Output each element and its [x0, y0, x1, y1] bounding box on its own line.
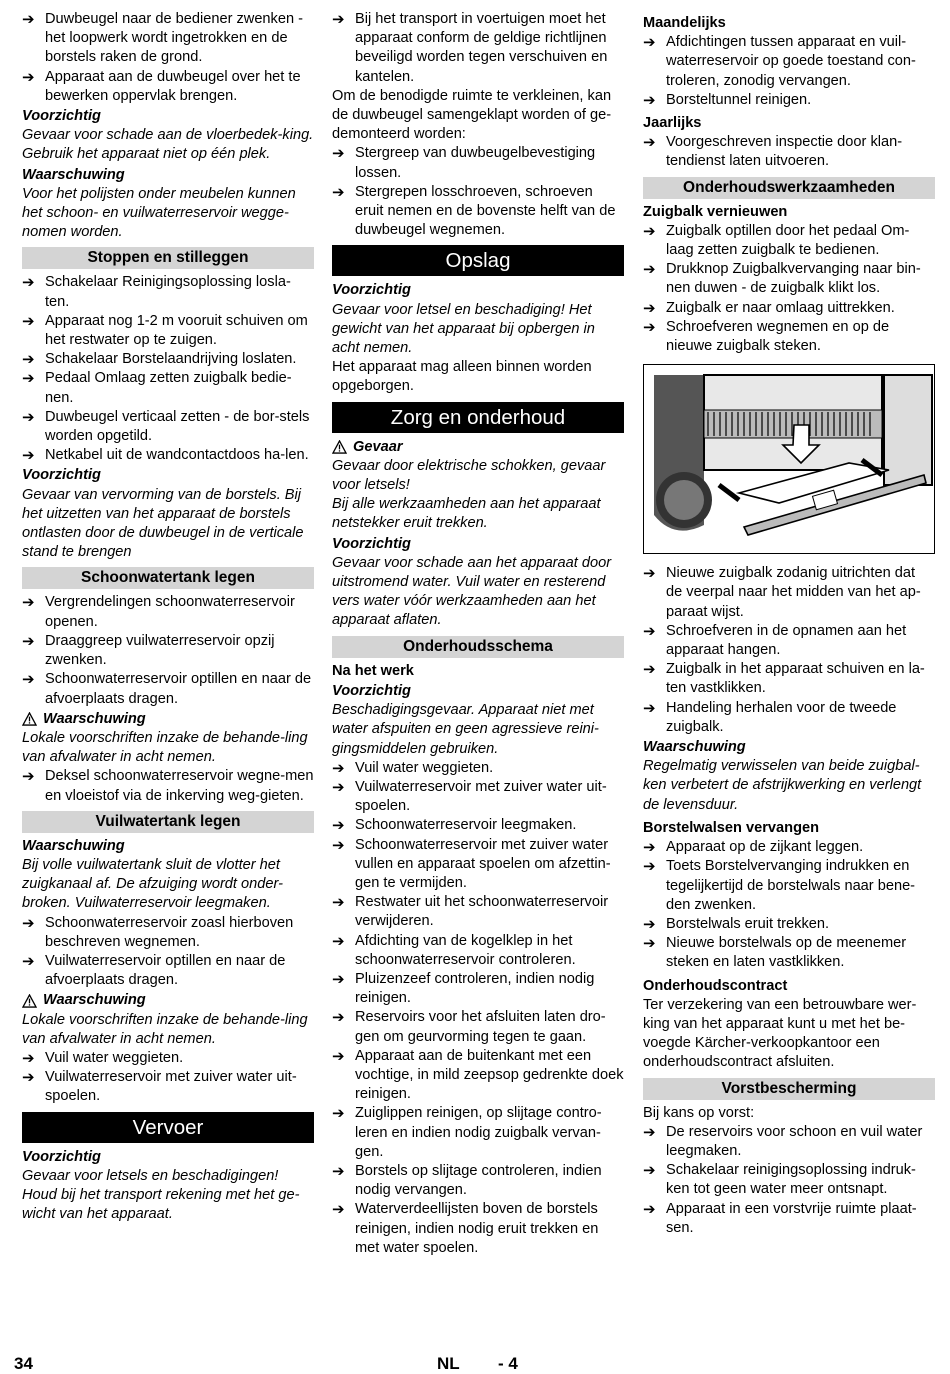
arrow-right-icon: ➔: [22, 671, 35, 689]
arrow-right-icon: ➔: [643, 699, 656, 717]
caution-label: Voorzichtig: [22, 1148, 101, 1165]
list-item-text: Waterverdeellijsten boven de borstels reinigen, indien nodig eruit trekken en met water spoelen.: [355, 1201, 599, 1256]
column-3: [643, 10, 935, 1238]
arrow-right-icon: ➔: [332, 1201, 345, 1219]
arrow-right-icon: ➔: [332, 894, 345, 912]
list-item-text: Pedaal Omlaag zetten zuigbalk bedie-nen.: [45, 370, 292, 406]
list-item-text: Schakelaar Reinigingsoplossing losla-ten.: [45, 274, 291, 310]
page-suffix: - 4: [498, 1354, 518, 1373]
warning-label: [22, 991, 314, 1010]
list-item-text: Schoonwaterreservoir zoasl hierboven beschreven wegnemen.: [45, 914, 294, 950]
arrow-right-icon: ➔: [643, 1200, 656, 1218]
list-item-text: Borsteltunnel reinigen.: [666, 91, 812, 108]
list-item-text: Zuiglippen reinigen, op slijtage contro-leren en indien nodig zuigbalk vervan-gen.: [355, 1105, 602, 1160]
list-item: [22, 1049, 314, 1068]
warning-triangle-icon: [332, 440, 347, 454]
list-item: [643, 33, 935, 91]
warning-label: [332, 438, 624, 457]
subheading: Onderhoudscontract: [643, 977, 788, 994]
italic-note: Gevaar voor letsels en beschadigingen! Houd bij het transport rekening met het ge-wicht van het apparaat.: [22, 1167, 300, 1223]
list-item-text: Toets Borstelvervanging indrukken en tegelijkertijd de borstelwals naar bene-den zwenken.: [666, 858, 916, 913]
arrow-right-icon: ➔: [643, 34, 656, 52]
list-item: [332, 836, 624, 894]
arrow-right-icon: ➔: [22, 408, 35, 426]
italic-note: Bij alle werkzaamheden aan het apparaat netstekker eruit trekken.: [332, 496, 601, 532]
list-item-text: Duwbeugel naar de bediener zwenken - het loopwerk wordt ingetrokken en de borstels raken de grond.: [45, 11, 303, 66]
list-item-text: Netkabel uit de wandcontactdoos ha-len.: [45, 447, 309, 464]
list-item-text: De reservoirs voor schoon en vuil water leegmaken.: [666, 1123, 923, 1159]
section-heading: Vuilwatertank legen: [22, 811, 314, 833]
list-item: [643, 660, 935, 698]
list-item-text: Schroefveren in de opnamen aan het apparaat hangen.: [666, 622, 907, 659]
arrow-right-icon: ➔: [332, 778, 345, 796]
arrow-right-icon: ➔: [332, 183, 345, 201]
column-2: [332, 10, 624, 1258]
arrow-right-icon: ➔: [643, 935, 656, 953]
arrow-right-icon: ➔: [22, 768, 35, 786]
arrow-right-icon: ➔: [22, 914, 35, 932]
arrow-right-icon: ➔: [22, 274, 35, 292]
list-item: [643, 622, 935, 660]
paragraph: Het apparaat mag alleen binnen worden opgeborgen.: [332, 359, 592, 395]
list-item: [332, 759, 624, 778]
list-item-text: Schroefveren wegnemen en op de nieuwe zuigbalk steken.: [666, 318, 890, 355]
list-item: [22, 632, 314, 670]
arrow-right-icon: ➔: [22, 351, 35, 369]
list-item: [643, 299, 935, 318]
list-item-text: Vuil water weggieten.: [355, 759, 494, 776]
list-item-text: Schakelaar Borstelaandrijving loslaten.: [45, 351, 297, 368]
list-item-text: Vuilwaterreservoir optillen en naar de afvoerplaats dragen.: [45, 952, 286, 989]
list-item-text: Draaggreep vuilwaterreservoir opzij zwenken.: [45, 632, 275, 669]
list-item-text: Zuigbalk in het apparaat schuiven en la-ten vastklikken.: [666, 661, 925, 697]
list-item: [22, 10, 314, 68]
list-item-text: Schoonwaterreservoir met zuiver water vullen en apparaat spoelen om afzettin-gen te vermijden.: [355, 836, 611, 891]
list-item: [22, 1068, 314, 1106]
arrow-right-icon: ➔: [643, 261, 656, 279]
arrow-right-icon: ➔: [22, 952, 35, 970]
list-item: [332, 10, 624, 87]
section-heading: Stoppen en stilleggen: [22, 247, 314, 269]
list-item-text: Nieuwe zuigbalk zodanig uitrichten dat de veerpal naar het midden van het ap-paraat wijst.: [666, 565, 921, 620]
arrow-right-icon: ➔: [643, 661, 656, 679]
list-item-text: Apparaat aan de duwbeugel over het te bewerken oppervlak brengen.: [45, 68, 301, 104]
italic-note: Lokale voorschriften inzake de behande-ling van afvalwater in acht nemen.: [22, 1011, 308, 1047]
arrow-right-icon: ➔: [22, 447, 35, 465]
italic-note: Beschadigingsgevaar. Apparaat niet met water afspuiten en geen agressieve reini-gingsmiddelen gebruiken.: [332, 702, 599, 757]
list-item: [643, 222, 935, 260]
list-item-text: Schoonwaterreservoir optillen en naar de afvoerplaats dragen.: [45, 671, 312, 707]
caution-label: Voorzichtig: [332, 535, 411, 552]
arrow-right-icon: ➔: [332, 1105, 345, 1123]
list-item-text: Drukknop Zuigbalkvervanging naar bin-nen duwen - de zuigbalk klikt los.: [666, 261, 921, 297]
chapter-heading: Vervoer: [22, 1112, 314, 1143]
warning-label-text: Gevaar: [353, 438, 403, 455]
italic-note: Gevaar voor schade aan het apparaat door uitstromend water. Vuil water en resterend vers water vóór werkzaamheden aan het apparaat aflaten.: [332, 554, 612, 629]
arrow-right-icon: ➔: [22, 312, 35, 330]
subheading: Na het werk: [332, 662, 414, 679]
arrow-right-icon: ➔: [643, 622, 656, 640]
arrow-right-icon: ➔: [643, 91, 656, 109]
list-item-text: Apparaat in een vorstvrije ruimte plaat-sen.: [666, 1200, 917, 1236]
list-item: [643, 564, 935, 622]
arrow-right-icon: ➔: [332, 11, 345, 28]
subheading: Maandelijks: [643, 15, 726, 31]
italic-note: Gevaar voor letsel en beschadiging! Het gewicht van het apparaat bij opbergen in acht nemen.: [332, 301, 595, 357]
caution-label: Waarschuwing: [22, 837, 125, 854]
list-item: [22, 593, 314, 631]
caution-label: Voorzichtig: [22, 108, 101, 125]
list-item: [22, 273, 314, 311]
arrow-right-icon: ➔: [22, 1049, 35, 1067]
list-item: [643, 699, 935, 737]
list-item: [22, 446, 314, 465]
list-item-text: Deksel schoonwaterreservoir wegne-men en vloeistof via de inkerving weg-gieten.: [45, 768, 314, 804]
list-item-text: Zuigbalk er naar omlaag uittrekken.: [666, 299, 895, 316]
caution-label: Voorzichtig: [332, 682, 411, 699]
arrow-right-icon: ➔: [22, 1069, 35, 1087]
list-item: [22, 408, 314, 446]
arrow-right-icon: ➔: [332, 836, 345, 854]
arrow-right-icon: ➔: [332, 932, 345, 950]
arrow-right-icon: ➔: [22, 370, 35, 388]
section-heading: Onderhoudswerkzaamheden: [643, 177, 935, 199]
list-item-text: Stergrepen losschroeven, schroeven eruit nemen en de bovenste helft van de duwbeugel wegnemen.: [355, 183, 616, 239]
caution-label: Voorzichtig: [22, 467, 101, 484]
list-item-text: Reservoirs voor het afsluiten laten dro-gen om geurvorming tegen te gaan.: [355, 1009, 606, 1045]
list-item: [22, 952, 314, 990]
list-item-text: Stergreep van duwbeugelbevestiging lossen.: [355, 145, 596, 181]
list-item: [332, 893, 624, 931]
list-item: [643, 1123, 935, 1161]
arrow-right-icon: ➔: [643, 299, 656, 317]
paragraph: Om de benodigde ruimte te verkleinen, kan de duwbeugel samengeklapt worden of ge-demonteerd worden:: [332, 87, 612, 143]
list-item-text: Apparaat aan de buitenkant met een vochtige, in mild zeepsop gedrenkte doek reinigen.: [355, 1047, 624, 1103]
warning-label: [22, 710, 314, 729]
list-item-text: Afdichting van de kogelklep in het schoonwaterreservoir controleren.: [355, 932, 576, 968]
list-item: [643, 838, 935, 857]
list-item: [643, 133, 935, 171]
list-item-text: Zuigbalk optillen door het pedaal Om-laag zetten zuigbalk te bedienen.: [666, 222, 910, 259]
arrow-right-icon: ➔: [22, 68, 35, 86]
list-item: [332, 778, 624, 816]
paragraph: Ter verzekering van een betrouwbare wer-king van het apparaat kunt u met het be-voegde Kärcher-verkoopkantoor een onderhoudscontract afsluiten.: [643, 996, 917, 1071]
list-item-text: Restwater uit het schoonwaterreservoir verwijderen.: [355, 894, 609, 930]
list-item: [22, 350, 314, 369]
list-item: [22, 914, 314, 952]
list-item-text: Apparaat nog 1-2 m vooruit schuiven om het restwater op te zuigen.: [45, 312, 308, 349]
list-item: [643, 91, 935, 110]
list-item: [643, 857, 935, 915]
page-number: 34: [14, 1354, 33, 1373]
warning-triangle-icon: [22, 712, 37, 726]
list-item: [22, 767, 314, 805]
caution-label: Waarschuwing: [22, 166, 125, 183]
italic-note: Lokale voorschriften inzake de behande-ling van afvalwater in acht nemen.: [22, 729, 308, 766]
italic-note: Bij volle vuilwatertank sluit de vlotter het zuigkanaal af. De afzuiging wordt onder-broken. Vuilwaterreservoir leegmaken.: [22, 856, 283, 912]
arrow-right-icon: ➔: [643, 1123, 656, 1141]
arrow-right-icon: ➔: [22, 632, 35, 650]
list-item-text: Pluizenzeef controleren, indien nodig reinigen.: [355, 970, 595, 1007]
list-item: [643, 260, 935, 298]
list-item: [332, 1200, 624, 1258]
caution-label: Voorzichtig: [332, 282, 411, 299]
italic-note: Gevaar door elektrische schokken, gevaar voor letsels!: [332, 457, 606, 494]
list-item-text: Handeling herhalen voor de tweede zuigbalk.: [666, 699, 897, 735]
warning-label-text: Waarschuwing: [43, 992, 146, 1009]
list-item-text: Voorgeschreven inspectie door klan-tendienst laten uitvoeren.: [666, 134, 903, 170]
arrow-right-icon: ➔: [22, 594, 35, 612]
list-item: [332, 144, 624, 182]
list-item-text: Borstelwals eruit trekken.: [666, 915, 830, 932]
arrow-right-icon: ➔: [332, 1009, 345, 1027]
italic-note: Gevaar van vervorming van de borstels. Bij het uitzetten van het apparaat de borstels ontlasten door de duwbeugel in de verticale stand te brengen: [22, 486, 304, 561]
list-item: [332, 932, 624, 970]
list-item-text: Schakelaar reinigingsoplossing indruk-ken tot geen water meer ontsnapt.: [666, 1162, 916, 1198]
list-item-text: Vuilwaterreservoir met zuiver water uit-spoelen.: [45, 1069, 297, 1105]
list-item-text: Vergrendelingen schoonwaterreservoir openen.: [45, 594, 295, 630]
list-item-text: Vuil water weggieten.: [45, 1049, 184, 1066]
list-item: [22, 670, 314, 708]
arrow-right-icon: ➔: [643, 222, 656, 240]
arrow-right-icon: ➔: [643, 858, 656, 876]
column-1: [22, 10, 314, 1224]
italic-note: Regelmatig verwisselen van beide zuigbal-ken verbetert de afstrijkwerking en verlengt de levensduur.: [643, 758, 922, 813]
list-item: [332, 1104, 624, 1162]
subheading: Jaarlijks: [643, 115, 702, 132]
list-item: [643, 1200, 935, 1238]
arrow-right-icon: ➔: [332, 759, 345, 777]
list-item: [332, 970, 624, 1008]
italic-note: Gevaar voor schade aan de vloerbedek-king. Gebruik het apparaat niet op één plek.: [22, 127, 314, 163]
list-item: [332, 183, 624, 241]
list-item: [22, 68, 314, 106]
subheading: Zuigbalk vernieuwen: [643, 203, 788, 220]
list-item-text: Duwbeugel verticaal zetten - de bor-stels worden opgetild.: [45, 408, 310, 445]
list-item: [332, 816, 624, 835]
section-heading: Vorstbescherming: [643, 1078, 935, 1100]
section-heading: Onderhoudsschema: [332, 636, 624, 658]
list-item-text: Schoonwaterreservoir leegmaken.: [355, 817, 577, 834]
arrow-right-icon: ➔: [643, 915, 656, 933]
list-item-text: Afdichtingen tussen apparaat en vuil-waterreservoir op goede toestand con-troleren, zonodig vervangen.: [666, 34, 916, 89]
arrow-right-icon: ➔: [332, 145, 345, 163]
list-item-text: Vuilwaterreservoir met zuiver water uit-spoelen.: [355, 778, 607, 815]
arrow-right-icon: ➔: [332, 1162, 345, 1180]
chapter-heading: Opslag: [332, 245, 624, 276]
warning-triangle-icon: [22, 994, 37, 1008]
language-code: NL: [437, 1354, 460, 1373]
list-item-text: Apparaat op de zijkant leggen.: [666, 839, 864, 856]
list-item: [332, 1162, 624, 1200]
list-item: [22, 369, 314, 407]
arrow-right-icon: ➔: [643, 134, 656, 152]
section-heading: Schoonwatertank legen: [22, 567, 314, 589]
arrow-right-icon: ➔: [643, 1162, 656, 1180]
arrow-right-icon: ➔: [332, 970, 345, 988]
list-item: [643, 318, 935, 356]
list-item: [643, 915, 935, 934]
italic-note: Voor het polijsten onder meubelen kunnen het schoon- en vuilwaterreservoir wegge-nomen worden.: [22, 185, 296, 241]
list-item-text: Borstels op slijtage controleren, indien nodig vervangen.: [355, 1162, 602, 1199]
list-item: [643, 934, 935, 972]
arrow-right-icon: ➔: [332, 1047, 345, 1065]
arrow-right-icon: ➔: [643, 318, 656, 336]
list-item: [332, 1008, 624, 1046]
arrow-right-icon: ➔: [22, 11, 35, 28]
list-item: [643, 1161, 935, 1199]
warning-label-text: Waarschuwing: [43, 710, 146, 727]
chapter-heading: Zorg en onderhoud: [332, 402, 624, 433]
list-item-text: Bij het transport in voertuigen moet het apparaat conform de geldige richtlijnen beveiligd worden tegen verschuiven en kantelen.: [355, 11, 608, 85]
arrow-right-icon: ➔: [643, 565, 656, 583]
list-item: [332, 1047, 624, 1105]
squeegee-replacement-illustration: [643, 364, 935, 554]
arrow-right-icon: ➔: [643, 839, 656, 857]
caution-label: Waarschuwing: [643, 739, 746, 756]
subheading: Borstelwalsen vervangen: [643, 819, 820, 836]
paragraph: Bij kans op vorst:: [643, 1104, 755, 1121]
list-item-text: Nieuwe borstelwals op de meenemer steken en laten vastklikken.: [666, 935, 907, 971]
list-item: [22, 312, 314, 350]
arrow-right-icon: ➔: [332, 817, 345, 835]
